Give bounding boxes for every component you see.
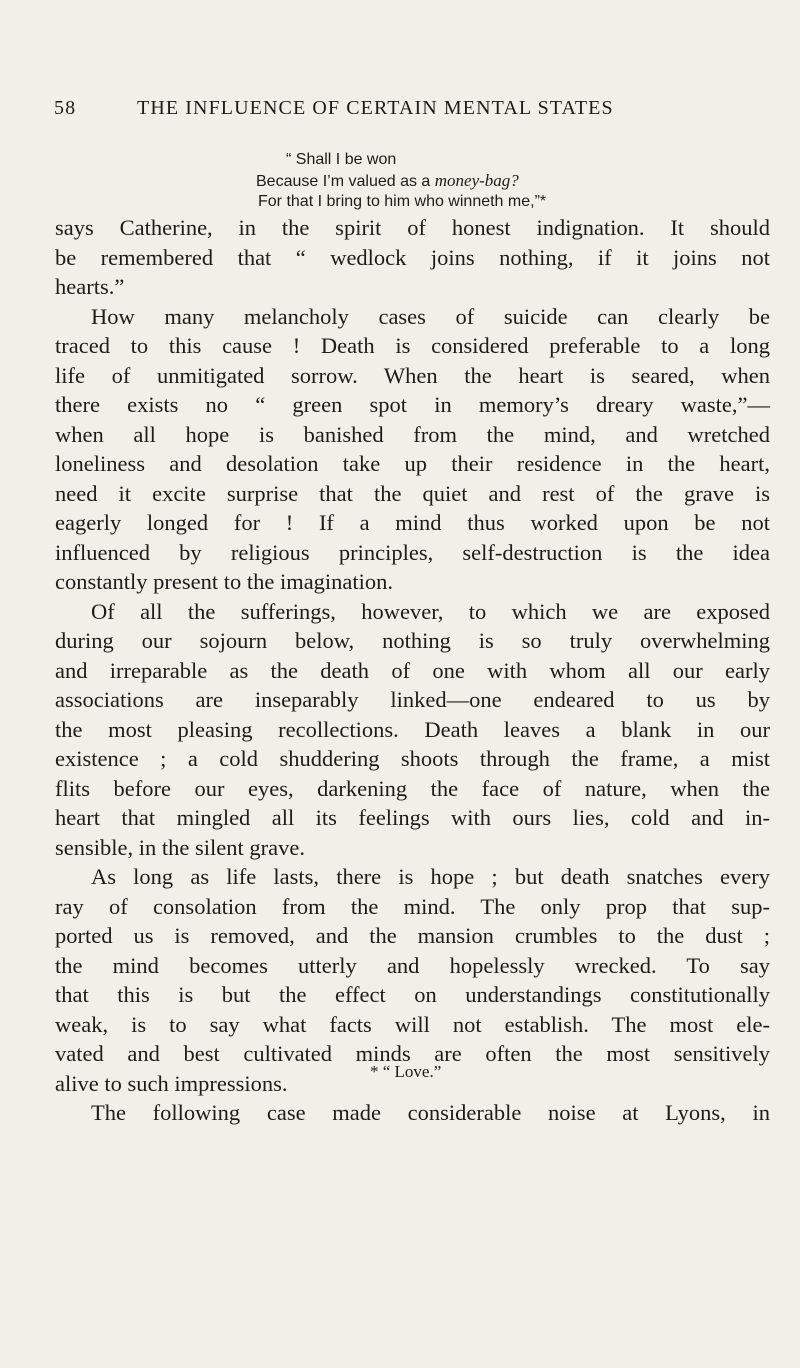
text-line: be remembered that “ wedlock joins nothing, if it joins not [55,244,770,270]
text-line: there exists no “ green spot in memory’s dreary waste,”— [55,392,770,417]
text-line: ported us is removed, and the mansion crumbles to the dust ; [55,923,770,948]
text-line: during our sojourn below, nothing is so truly overwhelming [55,628,770,653]
footnote: * “ Love.” [370,1062,442,1081]
text-line: How many melancholy cases of suicide can clearly be [91,303,770,329]
text-line: The following case made considerable noise at Lyons, in [91,1100,770,1125]
text-line: alive to such impressions. [55,1070,288,1096]
text-line: eagerly longed for ! If a mind thus worked upon be not [55,510,770,535]
text-line: traced to this cause ! Death is considered preferable to a long [55,333,770,358]
text-line: weak, is to say what facts will not establish. The most ele- [55,1011,770,1037]
text-line: constantly present to the imagination. [55,569,394,594]
paragraph [55,1098,770,1128]
text-line: existence ; a cold shuddering shoots through the frame, a mist [55,746,770,771]
running-title: THE INFLUENCE OF CERTAIN MENTAL STATES [137,97,614,119]
text-line: need it excite surprise that the quiet and rest of the grave is [55,480,770,506]
epigraph-line-1: “ Shall I be won [286,151,397,168]
text-line: As long as life lasts, there is hope ; but death snatches every [91,864,770,889]
page-number: 58 [54,97,77,119]
text-line: associations are inseparably linked—one endeared to us by [55,687,770,712]
epigraph-italic-word: money-bag? [434,171,519,190]
text-line: ray of consolation from the mind. The only prop that sup- [55,893,770,919]
text-line: Of all the sufferings, however, to which we are exposed [91,598,770,624]
text-line: sensible, in the silent grave. [55,834,305,860]
epigraph-line-2-text: Because I’m valued as a [256,173,435,190]
paragraph [55,302,770,597]
body-text [55,213,770,1128]
text-line: says Catherine, in the spirit of honest indignation. It should [55,215,770,240]
text-line: heart that mingled all its feelings with ours lies, cold and in- [55,805,770,830]
text-line: life of unmitigated sorrow. When the heart is seared, when [55,362,770,388]
text-line: loneliness and desolation take up their residence in the heart, [55,451,770,476]
epigraph-line-2 [256,171,519,193]
text-line: when all hope is banished from the mind, and wretched [55,421,770,447]
text-line: influenced by religious principles, self-destruction is the idea [55,539,770,565]
text-line: flits before our eyes, darkening the face of nature, when the [55,775,770,801]
text-line: the most pleasing recollections. Death leaves a blank in our [55,716,770,742]
running-head [54,97,754,127]
paragraph [55,213,770,302]
paragraph [55,597,770,863]
text-line: the mind becomes utterly and hopelessly wrecked. To say [55,952,770,978]
text-line: and irreparable as the death of one with whom all our early [55,657,770,683]
text-line: hearts.” [55,274,125,299]
epigraph-line-3: For that I bring to him who winneth me,”* [258,193,547,210]
text-line: that this is but the effect on understandings constitutionally [55,982,770,1007]
text-line: vated and best cultivated minds are often the most sensitively [55,1041,770,1066]
